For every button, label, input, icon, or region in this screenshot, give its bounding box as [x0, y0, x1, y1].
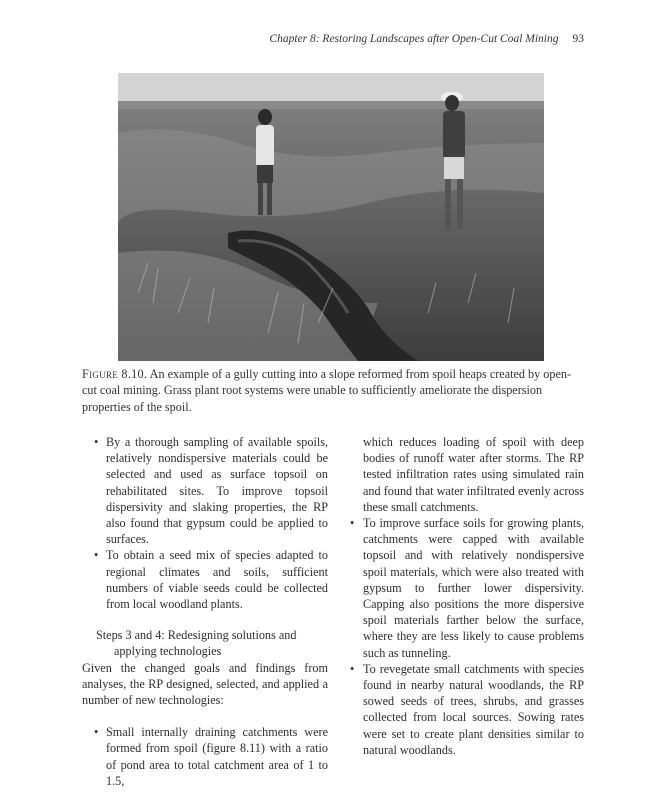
list-item: • Small internally draining catchments were formed from spoil (figure 8.11) with a ratio of pond area to total catchment area of 1 to 1.5, — [94, 725, 328, 788]
page-number: 93 — [572, 33, 584, 45]
list-item: • To improve surface soils for growing plants, catchments were capped with available topsoil and with relatively nondispersive spoil materials, which were also treated with gypsum to further lower dispersivity. Capping also positions the more dispersive spoil materials farther below the surface, where they are less likely to cause problems such as tunneling. — [350, 516, 584, 660]
bullet-icon: • — [94, 725, 99, 740]
figure-photo — [118, 73, 544, 361]
gully-landscape-photo — [118, 73, 544, 361]
left-bullet-list-top — [82, 434, 328, 612]
list-item: • To obtain a seed mix of species adapted to regional climates and soils, sufficient numbers of viable seeds could be collected from local woodland plants. — [94, 548, 328, 612]
bullet-icon: • — [94, 548, 99, 563]
bullet-icon: • — [94, 435, 99, 449]
right-column — [348, 434, 584, 758]
chapter-title: Chapter 8: Restoring Landscapes after Open-Cut Coal Mining — [269, 33, 559, 45]
continued-bullet-text: which reduces loading of spoil with deep bodies of runoff water after storms. The RP tested infiltration rates using simulated rain and found that water infiltrated evenly across these small catchments. — [363, 435, 584, 514]
section-subheading: Steps 3 and 4: Redesigning solutions and applying technologies — [96, 628, 297, 659]
bullet-icon: • — [350, 661, 355, 676]
figure-label: Figure 8.10. — [82, 367, 148, 381]
running-header — [80, 33, 584, 45]
right-bullet-list — [348, 515, 584, 758]
list-item: • By a thorough sampling of available spoils, relatively nondispersive materials could be selected and used as surface topsoil on rehabilitated sites. To improve topsoil dispersivity and slaking properties, the RP also found that gypsum could be applied to surfaces. — [94, 435, 328, 547]
bullet-icon: • — [350, 516, 355, 531]
left-bullet-list-bottom — [82, 724, 328, 789]
left-column — [82, 434, 328, 789]
body-paragraph: Given the changed goals and findings from analyses, the RP designed, selected, and applied a number of new technologies: — [82, 660, 328, 708]
figure-caption-text: An example of a gully cutting into a slope reformed from spoil heaps created by open-cut coal mining. Grass plant root systems were unable to sufficiently ameliorate the dispersion properties of the spoil. — [82, 367, 572, 414]
list-item: • To revegetate small catchments with species found in nearby natural woodlands, the RP sowed seeds of trees, shrubs, and grasses collected from local sources. Sowing rates were set to create plant densities similar to natural woodlands. — [350, 661, 584, 757]
figure-caption — [82, 366, 582, 415]
